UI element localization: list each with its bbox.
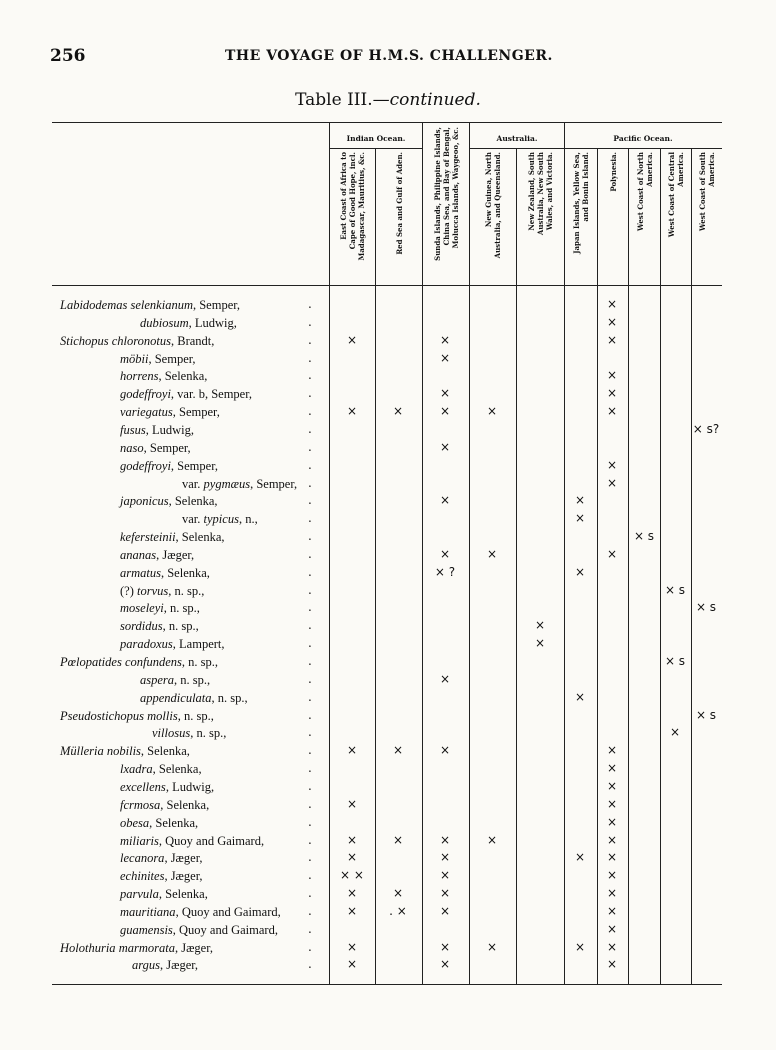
author-citation: , Lampert, (172, 637, 225, 652)
author-citation: , n. sp., (162, 619, 199, 634)
leader-dot: . (308, 529, 312, 544)
leader-dot: . (308, 386, 312, 401)
distribution-mark-c6: × (574, 511, 586, 526)
author-citation: , n. sp., (181, 655, 218, 669)
species-epithet: godeffroyi (120, 387, 171, 402)
distribution-mark-c7: × (606, 332, 618, 347)
distribution-mark-c1: × (346, 832, 358, 847)
distribution-mark-c5: × (534, 636, 546, 651)
author-citation: , Ludwig, (165, 779, 215, 794)
species-name (120, 564, 210, 582)
leader-dot: . (308, 618, 312, 633)
genus-name: Labidodemas (60, 298, 131, 312)
col-head-line: Australia, New South (535, 152, 545, 236)
distribution-mark-c2: × (392, 832, 404, 847)
species-epithet: godeffroyi (120, 458, 171, 473)
leader-dot: . (308, 796, 312, 811)
distribution-mark-c1: × (346, 957, 358, 972)
col-head-japan-islands (565, 152, 597, 282)
author-citation: , var. b, Semper, (170, 387, 253, 402)
distribution-mark-c7: × (606, 796, 618, 811)
leader-dot: . (308, 957, 312, 972)
distribution-mark-c5: × (534, 618, 546, 633)
species-name (120, 867, 202, 885)
col-head-line: Molucca Islands, Waygeoo, &c. (450, 127, 460, 249)
leader-dot: . (308, 778, 312, 793)
distribution-mark-c3: × (439, 850, 451, 865)
col-head-line: East Coast of Africa to (338, 152, 348, 240)
genus-name: Holothuria (60, 940, 119, 955)
distribution-mark-c7: × (606, 778, 618, 793)
species-epithet: villosus (152, 726, 191, 741)
species-epithet: mollis (147, 708, 178, 723)
leader-dot: . (308, 850, 312, 865)
col-head-line: Wales, and Victoria. (544, 152, 554, 231)
author-citation: , Semper, (170, 458, 218, 473)
author-citation: , Selenka, (149, 815, 199, 830)
distribution-mark-c6: × (574, 564, 586, 579)
species-epithet: paradoxus (120, 637, 173, 652)
table-title (0, 90, 776, 110)
distribution-mark-c3: × (439, 903, 451, 918)
species-name (182, 475, 297, 493)
species-name (120, 403, 220, 421)
author-citation: , Jæger, (174, 940, 213, 955)
distribution-mark-c3: × (439, 886, 451, 901)
distribution-mark-c7: × (606, 297, 618, 311)
running-head: THE VOYAGE OF H.M.S. CHALLENGER. (225, 48, 553, 64)
col-head-new-zealand (517, 152, 563, 282)
species-epithet: torvus (137, 583, 169, 598)
distribution-mark-c10: × s? (692, 421, 720, 436)
species-name (120, 350, 196, 368)
col-head-west-coast-north-america (629, 152, 660, 282)
leader-dot: . (308, 725, 312, 740)
distribution-mark-c1: × (346, 404, 358, 419)
species-epithet: excellens (120, 779, 166, 794)
species-name (60, 296, 240, 314)
distribution-mark-c7: × (606, 814, 618, 829)
distribution-mark-c3: × (439, 386, 451, 401)
col-head-line: New Zealand, South (526, 152, 536, 231)
leader-dot: . (308, 903, 312, 918)
col-head-line: Red Sea and Gulf of Aden. (394, 152, 404, 255)
distribution-mark-c1: × (346, 796, 358, 811)
distribution-mark-c4: × (486, 939, 498, 954)
col-head-line: New Guinea, North (484, 152, 493, 228)
author-citation: , Quoy and Gaimard, (172, 922, 278, 937)
species-epithet: chloronotus (111, 333, 171, 348)
leader-dot: . (308, 600, 312, 615)
leader-dot: . (308, 332, 312, 347)
leader-dot: . (308, 546, 312, 561)
leader-dot: . (308, 439, 312, 454)
species-name (120, 599, 200, 617)
species-epithet: nobilis (106, 744, 141, 759)
species-name (60, 332, 214, 350)
col-head-line: West Coast of South (698, 152, 707, 231)
variety-prefix: var. (182, 512, 204, 527)
author-citation: , n. sp., (163, 601, 200, 616)
leader-dot: . (308, 350, 312, 365)
species-epithet: parvula (120, 887, 159, 902)
distribution-mark-c3: × (439, 939, 451, 954)
species-epithet: echinites (120, 869, 165, 884)
qualifier: (?) (120, 583, 137, 598)
leader-dot: . (308, 636, 312, 651)
distribution-mark-c3: × (439, 546, 451, 561)
author-citation: , Selenka, (158, 887, 208, 902)
author-citation: , Ludwig, (188, 315, 237, 330)
leader-dot: . (308, 368, 312, 383)
author-citation: , Semper, (172, 405, 220, 420)
distribution-mark-c2: × (392, 886, 404, 901)
species-epithet: selenkianum (130, 298, 193, 312)
distribution-mark-c6: × (574, 850, 586, 865)
col-head-line: Japan Islands, Yellow Sea, (572, 152, 581, 254)
distribution-mark-c3: × (439, 832, 451, 847)
species-epithet: marmorata (118, 940, 175, 955)
col-head-line: Australia, and Queensland. (493, 152, 502, 259)
leader-dot: . (308, 511, 312, 526)
leader-dot: . (308, 297, 312, 311)
distribution-mark-c7: × (606, 404, 618, 419)
species-epithet: kefersteinii (120, 530, 176, 545)
species-epithet: lecanora (120, 851, 165, 866)
species-epithet: mauritiana (120, 904, 176, 919)
col-head-polynesia (598, 152, 628, 282)
distribution-mark-c7: × (606, 546, 618, 561)
leader-dot: . (308, 868, 312, 883)
author-citation: , Semper, (250, 476, 298, 491)
distribution-mark-c7: × (606, 457, 618, 472)
group-label-indian-ocean: Indian Ocean. (346, 134, 406, 143)
col-head-line: West Coast of North (635, 152, 645, 231)
genus-name: Pœlopatides (60, 655, 125, 669)
genus-name: Stichopus (60, 333, 112, 348)
leader-dot: . (308, 493, 312, 508)
species-name (60, 939, 213, 957)
author-citation: , Selenka, (175, 530, 225, 545)
col-head-west-coast-central-america (661, 152, 691, 282)
distribution-mark-c7: × (606, 939, 618, 954)
distribution-mark-c1: × × (340, 868, 364, 883)
author-citation: , Selenka, (160, 797, 210, 812)
leader-dot: . (308, 654, 312, 668)
author-citation: , Jæger, (160, 958, 199, 973)
leader-dot: . (308, 814, 312, 829)
species-name (120, 832, 264, 850)
group-label-pacific-ocean: Pacific Ocean. (613, 134, 673, 143)
col-head-line: Sunda Islands, Philippine Islands, (432, 127, 442, 261)
distribution-mark-c4: × (486, 832, 498, 847)
col-head-line: Polynesia. (608, 152, 618, 192)
distribution-mark-c2: . × (389, 903, 407, 918)
col-head-east-africa (329, 152, 375, 282)
leader-dot: . (308, 457, 312, 472)
distribution-mark-c3: × (439, 350, 451, 365)
distribution-mark-c2: × (392, 404, 404, 419)
distribution-mark-c7: × (606, 921, 618, 936)
distribution-mark-c7: × (606, 868, 618, 883)
distribution-mark-c1: × (346, 886, 358, 901)
distribution-mark-c7: × (606, 386, 618, 401)
distribution-mark-c2: × (392, 743, 404, 758)
species-name (60, 707, 214, 725)
distribution-mark-c7: × (606, 850, 618, 865)
species-name (120, 903, 281, 921)
distribution-mark-c10: × s (695, 600, 717, 615)
species-epithet: fcrmosa (120, 797, 161, 812)
group-label-australia: Australia. (496, 134, 538, 143)
leader-dot: . (308, 921, 312, 936)
col-head-new-guinea (470, 152, 516, 282)
species-name (60, 653, 218, 671)
col-head-line: America. (707, 152, 716, 187)
col-head-line: and Bonin Island. (581, 152, 590, 222)
species-epithet: appendiculata (140, 690, 212, 705)
distribution-mark-c3: × (439, 868, 451, 883)
col-head-line: Madagascar, Mauritius, &c. (356, 152, 366, 261)
distribution-mark-c3: × (439, 404, 451, 419)
page-number: 256 (50, 46, 86, 66)
col-head-sunda-islands (423, 127, 469, 282)
species-name (120, 421, 194, 439)
author-citation: , n. sp., (174, 672, 211, 687)
species-name (60, 742, 190, 760)
distribution-mark-c1: × (346, 939, 358, 954)
author-citation: , n. sp., (168, 583, 205, 598)
distribution-mark-c7: × (606, 903, 618, 918)
group-underline-indian (330, 148, 422, 149)
species-name (140, 671, 210, 689)
distribution-mark-c7: × (606, 832, 618, 847)
species-name (120, 439, 191, 457)
leader-dot: . (308, 314, 312, 329)
species-name (132, 956, 198, 974)
col-head-line: China Sea, and Bay of Bengal, (441, 127, 451, 246)
leader-dot: . (308, 707, 312, 722)
group-underline-pacific (564, 148, 722, 149)
species-name (140, 314, 237, 332)
author-citation: , Jæger, (164, 869, 203, 884)
leader-dot: . (308, 671, 312, 686)
distribution-mark-c3: × (439, 493, 451, 508)
author-citation: , Selenka, (140, 744, 190, 759)
species-epithet: typicus (203, 512, 239, 527)
leader-dot: . (308, 564, 312, 579)
distribution-mark-c6: × (574, 493, 586, 508)
distribution-mark-c1: × (346, 850, 358, 865)
author-citation: , Quoy and Gaimard, (175, 904, 281, 919)
author-citation: , Ludwig, (145, 422, 194, 437)
species-name (140, 689, 248, 707)
species-epithet: moseleyi (120, 601, 164, 616)
distribution-mark-c7: × (606, 368, 618, 383)
col-head-line: Cape of Good Hope, incl. (347, 152, 357, 250)
species-name (120, 617, 199, 635)
author-citation: , Semper, (148, 351, 196, 366)
distribution-mark-c4: × (486, 546, 498, 561)
leader-dot: . (308, 475, 312, 490)
col-head-red-sea (376, 152, 422, 282)
author-citation: , n. sp., (190, 726, 227, 741)
distribution-mark-c3: × (439, 332, 451, 347)
species-name (120, 849, 202, 867)
species-epithet: argus (132, 958, 161, 973)
species-epithet: ananas (120, 547, 157, 562)
leader-dot: . (308, 761, 312, 776)
leader-dot: . (308, 689, 312, 704)
author-citation: , Semper, (192, 298, 241, 312)
header-bottom-rule (52, 285, 722, 286)
leader-dot: . (308, 939, 312, 954)
leader-dot: . (308, 886, 312, 901)
species-name (120, 778, 214, 796)
species-epithet: guamensis (120, 922, 173, 937)
leader-dot: . (308, 421, 312, 436)
col-head-west-coast-south-america (692, 152, 722, 282)
species-name (120, 385, 252, 403)
species-epithet: sordidus (120, 619, 163, 634)
col-head-line: America. (644, 152, 654, 187)
species-name (120, 546, 194, 564)
species-epithet: lxadra (120, 762, 153, 777)
distribution-mark-c9: × (669, 725, 681, 740)
species-epithet: variegatus (120, 405, 173, 420)
species-name (120, 492, 218, 510)
species-epithet: aspera (140, 672, 175, 687)
author-citation: , Quoy and Gaimard, (158, 833, 265, 848)
species-epithet: confundens (124, 655, 182, 669)
leader-dot: . (308, 404, 312, 419)
species-epithet: miliaris (120, 833, 159, 848)
table-title-continued: —continued. (372, 90, 481, 110)
species-name (120, 582, 204, 600)
table-title-main: Table III. (295, 90, 373, 110)
author-citation: , Jæger, (156, 547, 195, 562)
distribution-mark-c8: × s (633, 529, 655, 544)
distribution-mark-c7: × (606, 761, 618, 776)
col-head-line: West Coast of Central (667, 152, 676, 238)
species-name (120, 796, 209, 814)
author-citation: , Selenka, (168, 494, 218, 509)
distribution-mark-c3: × (439, 439, 451, 454)
species-epithet: horrens (120, 369, 159, 384)
species-epithet: japonicus (120, 494, 169, 509)
author-citation: , n. sp., (211, 690, 248, 705)
distribution-mark-c3: × ? (434, 564, 456, 579)
distribution-mark-c7: × (606, 957, 618, 972)
author-citation: , Selenka, (152, 762, 202, 777)
species-epithet: möbii (120, 351, 149, 366)
distribution-mark-c9: × s (664, 582, 686, 597)
species-epithet: pygmæus (203, 476, 251, 491)
species-name (120, 367, 207, 385)
distribution-mark-c6: × (574, 939, 586, 954)
species-name (120, 635, 225, 653)
species-name (152, 724, 226, 742)
species-epithet: armatus (120, 565, 161, 580)
variety-prefix: var. (182, 476, 204, 491)
author-citation: , Semper, (143, 440, 191, 455)
distribution-mark-c3: × (439, 743, 451, 758)
distribution-mark-c3: × (439, 671, 451, 686)
distribution-mark-c4: × (486, 404, 498, 419)
species-name (120, 921, 278, 939)
distribution-mark-c7: × (606, 314, 618, 329)
author-citation: , Selenka, (160, 565, 210, 580)
author-citation: , n., (238, 512, 258, 527)
distribution-mark-c1: × (346, 332, 358, 347)
author-citation: , n. sp., (177, 708, 214, 723)
species-name (182, 510, 258, 528)
genus-name: Mülleria (60, 744, 107, 759)
distribution-mark-c7: × (606, 743, 618, 758)
species-name (120, 814, 198, 832)
author-citation: , Selenka, (158, 369, 208, 384)
author-citation: , Brandt, (171, 333, 215, 348)
species-epithet: dubiosum (140, 315, 189, 330)
leader-dot: . (308, 743, 312, 758)
distribution-mark-c1: × (346, 903, 358, 918)
species-epithet: obesa (120, 815, 150, 830)
species-name (120, 457, 218, 475)
leader-dot: . (308, 582, 312, 597)
species-epithet: naso (120, 440, 144, 455)
distribution-mark-c9: × s (664, 654, 686, 668)
col-head-line: America. (676, 152, 685, 187)
species-name (120, 528, 225, 546)
distribution-mark-c1: × (346, 743, 358, 758)
author-citation: , Jæger, (164, 851, 203, 866)
distribution-mark-c6: × (574, 689, 586, 704)
genus-name: Pseudostichopus (60, 708, 148, 723)
group-underline-australia (470, 148, 564, 149)
distribution-mark-c7: × (606, 475, 618, 490)
distribution-mark-c10: × s (695, 707, 717, 722)
species-name (120, 760, 202, 778)
leader-dot: . (308, 832, 312, 847)
species-name (120, 885, 208, 903)
distribution-mark-c3: × (439, 957, 451, 972)
species-epithet: fusus (120, 422, 146, 437)
distribution-mark-c7: × (606, 886, 618, 901)
